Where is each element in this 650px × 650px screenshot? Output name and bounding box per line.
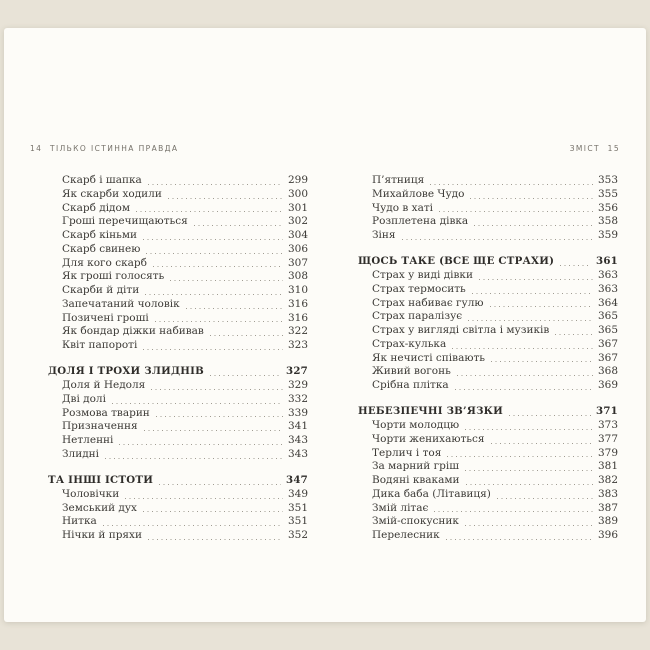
toc-title: Запечатаний чоловік bbox=[62, 297, 180, 310]
dot-leader bbox=[194, 225, 283, 226]
toc-row bbox=[358, 474, 618, 488]
toc-title: Доля й Недоля bbox=[62, 379, 146, 392]
toc-title: Гроші перечищаються bbox=[62, 215, 188, 228]
toc-title: Скарби й діти bbox=[62, 284, 140, 296]
toc-page-number: 373 bbox=[597, 419, 618, 432]
dot-leader bbox=[103, 525, 283, 526]
toc-page-number: 367 bbox=[597, 351, 618, 364]
toc-row bbox=[48, 488, 308, 502]
toc-row bbox=[48, 448, 308, 462]
toc-page-number: 368 bbox=[597, 365, 618, 378]
toc-row bbox=[48, 312, 308, 326]
dot-leader bbox=[148, 184, 283, 185]
toc-row bbox=[358, 269, 618, 283]
dot-leader bbox=[112, 403, 283, 404]
toc-page-number: 356 bbox=[597, 201, 618, 214]
toc-page-number: 379 bbox=[597, 446, 618, 459]
toc-page-number: 377 bbox=[597, 432, 618, 445]
toc-title: Чорти женихаються bbox=[372, 432, 485, 445]
toc-title: Перелесник bbox=[372, 529, 440, 542]
toc-title: Чудо в хаті bbox=[372, 201, 434, 214]
toc-row bbox=[358, 338, 618, 352]
dot-leader bbox=[125, 498, 283, 499]
toc-row bbox=[358, 502, 618, 516]
toc-row bbox=[48, 515, 308, 529]
dot-leader bbox=[170, 280, 283, 281]
toc-row bbox=[358, 297, 618, 311]
toc-row bbox=[48, 407, 308, 421]
dot-leader bbox=[119, 444, 283, 445]
toc-row bbox=[48, 474, 308, 488]
running-head-right: ЗМІСТ bbox=[569, 144, 600, 153]
toc-page-number: 381 bbox=[597, 460, 618, 473]
page-number-left: 14 bbox=[30, 144, 43, 153]
toc-title: ТА ІНШІ ІСТОТИ bbox=[48, 474, 154, 487]
running-head-left: ТІЛЬКО ІСТИННА ПРАВДА bbox=[50, 144, 179, 153]
toc-title: Страх набиває гулю bbox=[372, 296, 484, 309]
toc-row bbox=[358, 283, 618, 297]
dot-leader bbox=[156, 416, 283, 417]
dot-leader bbox=[474, 225, 593, 226]
dot-leader bbox=[509, 415, 591, 416]
toc-row bbox=[358, 310, 618, 324]
toc-page-number: 307 bbox=[287, 256, 308, 269]
toc-title: Як скарби ходили bbox=[62, 187, 162, 200]
toc-title: Змій літає bbox=[372, 501, 429, 514]
dot-leader bbox=[446, 539, 593, 540]
toc-page-number: 323 bbox=[287, 339, 308, 351]
toc-page-number: 302 bbox=[287, 215, 308, 228]
toc-row bbox=[48, 243, 308, 257]
toc-page-number: 382 bbox=[597, 474, 618, 487]
dot-leader bbox=[447, 456, 593, 457]
dot-leader bbox=[143, 239, 283, 240]
toc-row bbox=[48, 174, 308, 188]
toc-title: П’ятниця bbox=[372, 174, 425, 186]
toc-row bbox=[358, 365, 618, 379]
toc-title: Скарб кіньми bbox=[62, 229, 138, 241]
toc-title: Нічки й пряхи bbox=[62, 529, 142, 542]
toc-page-number: 339 bbox=[287, 406, 308, 419]
toc-row bbox=[358, 433, 618, 447]
toc-row bbox=[358, 488, 618, 502]
toc-page-number: 327 bbox=[285, 365, 308, 378]
dot-leader bbox=[402, 239, 593, 240]
toc-row bbox=[48, 420, 308, 434]
dot-leader bbox=[457, 375, 593, 376]
toc-page-number: 301 bbox=[287, 201, 308, 214]
toc-page-number: 316 bbox=[287, 311, 308, 324]
toc-page-number: 322 bbox=[287, 325, 308, 338]
toc-page-number: 351 bbox=[287, 515, 308, 528]
dot-leader bbox=[186, 308, 283, 309]
toc-page-number: 316 bbox=[287, 297, 308, 310]
toc-row bbox=[358, 460, 618, 474]
dot-leader bbox=[136, 211, 283, 212]
toc-row bbox=[48, 434, 308, 448]
toc-title: Розплетена дівка bbox=[372, 215, 469, 228]
toc-page-number: 341 bbox=[287, 420, 308, 433]
toc-row bbox=[358, 515, 618, 529]
toc-title: Страх термосить bbox=[372, 282, 466, 295]
toc-page-number: 310 bbox=[287, 284, 308, 296]
toc-row bbox=[358, 379, 618, 393]
toc-page-number: 347 bbox=[285, 474, 308, 487]
dot-leader bbox=[479, 279, 593, 280]
dot-leader bbox=[210, 335, 283, 336]
dot-leader bbox=[430, 184, 593, 185]
toc-column-left bbox=[48, 174, 308, 543]
dot-leader bbox=[455, 389, 593, 390]
toc-row bbox=[358, 202, 618, 216]
dot-leader bbox=[144, 430, 283, 431]
toc-page-number: 369 bbox=[597, 379, 618, 392]
toc-page-number: 306 bbox=[287, 242, 308, 255]
toc-title: Квіт папороті bbox=[62, 339, 138, 351]
toc-page-number: 300 bbox=[287, 187, 308, 200]
dot-leader bbox=[560, 265, 591, 266]
dot-leader bbox=[465, 429, 593, 430]
dot-leader bbox=[151, 389, 283, 390]
toc-title: Страх-кулька bbox=[372, 337, 447, 350]
toc-title: Розмова тварин bbox=[62, 406, 150, 419]
toc-page-number: 343 bbox=[287, 447, 308, 460]
toc-row bbox=[358, 352, 618, 366]
toc-title: Михайлове Чудо bbox=[372, 187, 465, 200]
toc-title: ДОЛЯ І ТРОХИ ЗЛИДНІВ bbox=[48, 365, 205, 378]
dot-leader bbox=[497, 498, 593, 499]
toc-row bbox=[358, 174, 618, 188]
dot-leader bbox=[168, 198, 283, 199]
toc-page-number: 359 bbox=[597, 229, 618, 241]
toc-title: Страх у вигляді світла і музиків bbox=[372, 324, 550, 337]
dot-leader bbox=[145, 294, 283, 295]
toc-title: Для кого скарб bbox=[62, 256, 147, 269]
toc-page-number: 361 bbox=[595, 255, 618, 268]
toc-title: Як гроші голосять bbox=[62, 270, 165, 283]
dot-leader bbox=[490, 306, 593, 307]
toc-row bbox=[358, 215, 618, 229]
toc-row bbox=[48, 284, 308, 298]
toc-row bbox=[358, 188, 618, 202]
dot-leader bbox=[146, 253, 283, 254]
toc-row bbox=[48, 298, 308, 312]
toc-page-number: 349 bbox=[287, 487, 308, 500]
toc-row bbox=[48, 257, 308, 271]
toc-page-number: 387 bbox=[597, 501, 618, 514]
toc-title: Терлич і тоя bbox=[372, 446, 442, 459]
dot-leader bbox=[468, 320, 593, 321]
toc-title: Як бондар діжки набивав bbox=[62, 325, 204, 338]
toc-title: Зіня bbox=[372, 229, 396, 241]
toc-row bbox=[358, 229, 618, 243]
toc-title: Срібна плітка bbox=[372, 379, 449, 392]
dot-leader bbox=[143, 511, 283, 512]
toc-row bbox=[48, 215, 308, 229]
toc-page-number: 358 bbox=[597, 215, 618, 228]
toc-row bbox=[48, 529, 308, 543]
toc-row bbox=[48, 270, 308, 284]
dot-leader bbox=[434, 511, 593, 512]
toc-title: Злидні bbox=[62, 447, 100, 460]
toc-page-number: 332 bbox=[287, 392, 308, 405]
toc-page-number: 352 bbox=[287, 529, 308, 542]
toc-title: Чоловічки bbox=[62, 487, 120, 500]
dot-leader bbox=[491, 443, 593, 444]
dot-leader bbox=[159, 484, 281, 485]
toc-page-number: 351 bbox=[287, 501, 308, 514]
toc-title: Водяні кваками bbox=[372, 474, 460, 487]
toc-row bbox=[358, 529, 618, 543]
toc-row bbox=[358, 447, 618, 461]
toc-row bbox=[48, 339, 308, 353]
toc-page-number: 343 bbox=[287, 434, 308, 447]
dot-leader bbox=[452, 348, 593, 349]
toc-page-number: 367 bbox=[597, 337, 618, 350]
toc-row bbox=[48, 229, 308, 243]
toc-title: Скарб і шапка bbox=[62, 174, 142, 186]
toc-page-number: 389 bbox=[597, 515, 618, 528]
toc-title: Призначення bbox=[62, 420, 138, 433]
toc-title: Нетленні bbox=[62, 434, 114, 447]
toc-page-number: 363 bbox=[597, 269, 618, 282]
toc-title: Скарб свинею bbox=[62, 242, 141, 255]
page-number-right: 15 bbox=[607, 144, 620, 153]
toc-row bbox=[358, 324, 618, 338]
toc-title: Змій-спокусник bbox=[372, 515, 459, 528]
toc-title: Земський дух bbox=[62, 501, 137, 514]
toc-row bbox=[358, 255, 618, 269]
toc-title: Чорти молодцю bbox=[372, 419, 460, 432]
toc-page-number: 308 bbox=[287, 270, 308, 283]
toc-title: Як нечисті співають bbox=[372, 351, 485, 364]
toc-row bbox=[48, 325, 308, 339]
toc-title: Позичені гроші bbox=[62, 311, 149, 324]
toc-page-number: 329 bbox=[287, 379, 308, 392]
toc-row bbox=[48, 379, 308, 393]
dot-leader bbox=[155, 321, 283, 322]
toc-page-number: 353 bbox=[597, 174, 618, 186]
dot-leader bbox=[143, 349, 283, 350]
dot-leader bbox=[210, 375, 281, 376]
toc-title: Страх паралізує bbox=[372, 310, 463, 323]
dot-leader bbox=[439, 211, 593, 212]
toc-row bbox=[48, 365, 308, 379]
dot-leader bbox=[466, 484, 593, 485]
toc-title: Дика баба (Літавиця) bbox=[372, 487, 491, 500]
dot-leader bbox=[148, 539, 283, 540]
dot-leader bbox=[470, 198, 592, 199]
toc-row bbox=[48, 188, 308, 202]
toc-title: Скарб дідом bbox=[62, 201, 131, 214]
toc-row bbox=[48, 202, 308, 216]
toc-page-number: 299 bbox=[287, 174, 308, 186]
dot-leader bbox=[105, 458, 283, 459]
dot-leader bbox=[465, 525, 593, 526]
dot-leader bbox=[465, 470, 593, 471]
toc-title: ЩОСЬ ТАКЕ (ВСЕ ЩЕ СТРАХИ) bbox=[358, 255, 555, 268]
toc-row bbox=[358, 419, 618, 433]
toc-title: За марний гріш bbox=[372, 460, 459, 473]
toc-row bbox=[48, 502, 308, 516]
toc-page-number: 365 bbox=[597, 324, 618, 337]
toc-page-number: 363 bbox=[597, 282, 618, 295]
toc-page-number: 383 bbox=[597, 487, 618, 500]
dot-leader bbox=[491, 361, 593, 362]
toc-title: НЕБЕЗПЕЧНІ ЗВ’ЯЗКИ bbox=[358, 405, 504, 418]
dot-leader bbox=[153, 266, 283, 267]
book-spread bbox=[4, 28, 646, 622]
toc-row bbox=[358, 405, 618, 419]
toc-column-right bbox=[358, 174, 618, 543]
toc-page-number: 364 bbox=[597, 296, 618, 309]
toc-page-number: 365 bbox=[597, 310, 618, 323]
dot-leader bbox=[555, 334, 593, 335]
toc-title: Нитка bbox=[62, 515, 97, 528]
toc-page-number: 355 bbox=[597, 187, 618, 200]
toc-page-number: 371 bbox=[595, 405, 618, 418]
toc-title: Дві долі bbox=[62, 392, 106, 405]
toc-page-number: 304 bbox=[287, 229, 308, 241]
dot-leader bbox=[472, 293, 593, 294]
toc-title: Страх у виді дівки bbox=[372, 269, 473, 282]
toc-title: Живий вогонь bbox=[372, 365, 451, 378]
toc-row bbox=[48, 393, 308, 407]
toc-page-number: 396 bbox=[597, 529, 618, 542]
